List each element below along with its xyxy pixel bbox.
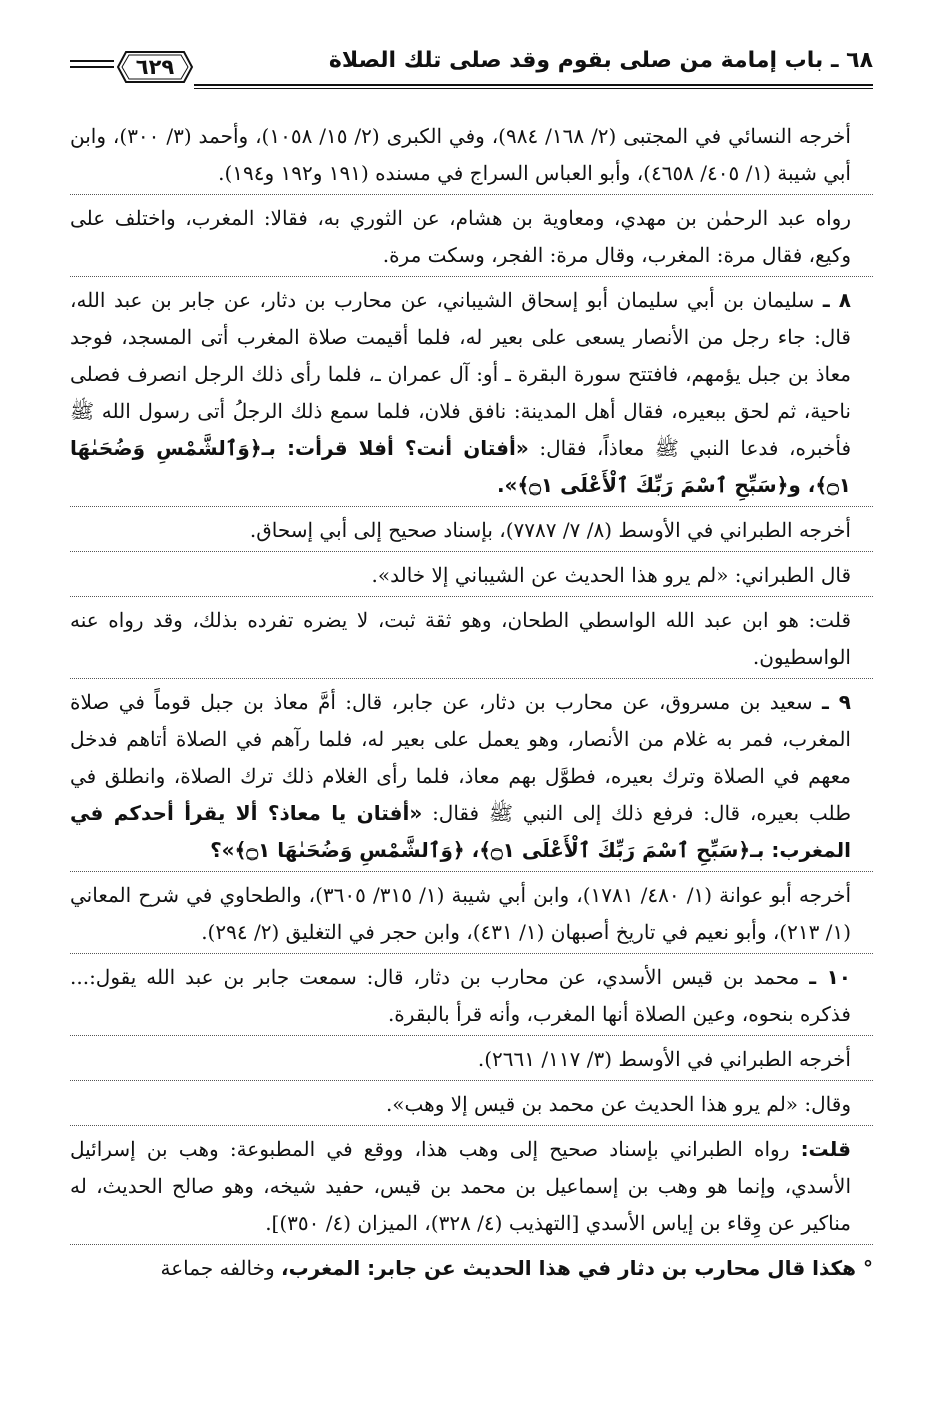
chapter-title: ٦٨ ـ باب إمامة من صلى بقوم وقد صلى تلك الصلاة <box>328 48 873 73</box>
paragraph <box>70 1131 873 1242</box>
paragraph-text: أخرجه الطبراني في الأوسط (٨/ ٧/ ٧٧٨٧)، بإسناد صحيح إلى أبي إسحاق. <box>249 518 851 542</box>
hadith-8 <box>70 282 873 504</box>
header-deco-line <box>70 66 114 68</box>
separator <box>70 1125 873 1128</box>
paragraph-text: وخالفه جماعة <box>160 1256 275 1280</box>
page-number-badge <box>116 50 194 84</box>
paragraph-text: قلت: هو ابن عبد الله الواسطي الطحان، وهو ثقة ثبت، لا يضره تفرده بذلك، وقد رواه عنه الواسطيون. <box>70 608 851 669</box>
paragraph <box>70 1086 873 1123</box>
separator <box>70 506 873 509</box>
paragraph-text: رواه عبد الرحمٰن بن مهدي، ومعاوية بن هشام، عن الثوري به، فقالا: المغرب، واختلف على وكيع، فقال مرة: المغرب، وقال مرة: الفجر، وسكت مرة. <box>70 206 851 267</box>
paragraph-text: سعيد بن مسروق، عن محارب بن دثار، عن جابر، قال: أمَّ معاذ بن جبل قوماً في صلاة المغرب، فمر به غلام من الأنصار، وهو يعمل على بعير له، فلما رآهم في الصلاة أتاهم فدخل معهم في الصلاة وترك بعيره، فطوَّل بهم معاذ، فلما رأى الغلام ذلك ترك الصلاة، وانطلق في طلب بعيره، قال: فرفع ذلك إلى النبي ﷺ فقال: <box>70 690 852 825</box>
paragraph-text: محمد بن قيس الأسدي، عن محارب بن دثار، قال: سمعت جابر بن عبد الله يقول:... فذكره بنحوه، وعين الصلاة أنها المغرب، وأنه قرأ بالبقرة. <box>70 965 851 1026</box>
separator <box>70 551 873 554</box>
page-number: ٦٢٩ <box>135 55 175 79</box>
paragraph <box>70 602 873 676</box>
paragraph <box>70 877 873 951</box>
paragraph <box>70 557 873 594</box>
page-body <box>70 118 873 1287</box>
paragraph-text: أخرجه أبو عوانة (١/ ٤٨٠/ ١٧٨١)، وابن أبي شيبة (١/ ٣١٥/ ٣٦٠٥)، والطحاوي في شرح المعاني (١/ ٢١٣)، وأبو نعيم في تاريخ أصبهان (١/ ٤٣١)، وابن حجر في التغليق (٢/ ٢٩٤). <box>70 883 851 944</box>
separator <box>70 194 873 197</box>
page-header <box>70 44 873 94</box>
separator <box>70 596 873 599</box>
separator <box>70 678 873 681</box>
paragraph-text: قال الطبراني: «لم يرو هذا الحديث عن الشيباني إلا خالد». <box>371 563 851 587</box>
separator <box>70 871 873 874</box>
paragraph <box>70 512 873 549</box>
separator <box>70 276 873 279</box>
hadith-number: ١٠ ـ <box>809 965 851 989</box>
separator <box>70 1080 873 1083</box>
paragraph-lead: ° هكذا قال محارب بن دثار في هذا الحديث عن جابر: المغرب، <box>280 1256 873 1280</box>
hadith-matn: «أفتان يا معاذ؟ ألا يقرأ أحدكم في المغرب: بـ﴿سَبِّحِ ٱسْمَ رَبِّكَ ٱلْأَعْلَى ۝١﴾، ﴿وَٱلشَّمْسِ وَضُحَىٰهَا ۝١﴾»؟ <box>70 801 851 862</box>
separator <box>70 953 873 956</box>
header-deco-line <box>70 60 114 62</box>
paragraph-text: سليمان بن أبي سليمان أبو إسحاق الشيباني، عن محارب بن دثار، عن جابر بن عبد الله، قال: جاء رجل من الأنصار يسعى على بعير له، فلما أقيمت صلاة المغرب أتى المسجد، فوجد معاذ بن جبل يؤمهم، فافتتح سورة البقرة ـ أو: آل عمران ـ، فلما رأى ذلك الرجل انصرف فصلى ناحية، ثم لحق ببعيره، فقال أهل المدينة: نافق فلان، فلما سمع ذلك الرجلُ أتى رسول الله ﷺ فأخبره، فدعا النبي ﷺ معاذاً، فقال: <box>70 288 852 460</box>
paragraph <box>70 200 873 274</box>
header-rule <box>194 84 873 86</box>
paragraph <box>70 118 873 192</box>
hadith-9 <box>70 684 873 869</box>
hadith-number: ٨ ـ <box>822 288 852 312</box>
paragraph-lead: قلت: <box>800 1137 851 1161</box>
hadith-10 <box>70 959 873 1033</box>
separator <box>70 1244 873 1247</box>
paragraph-text: أخرجه الطبراني في الأوسط (٣/ ١١٧/ ٢٦٦١). <box>477 1047 851 1071</box>
paragraph-text: أخرجه النسائي في المجتبى (٢/ ١٦٨/ ٩٨٤)، وفي الكبرى (٢/ ١٥/ ١٠٥٨)، وأحمد (٣/ ٣٠٠)، وابن أبي شيبة (١/ ٤٠٥/ ٤٦٥٨)، وأبو العباس السراج في مسنده (١٩١ و١٩٢ و١٩٤). <box>70 124 851 185</box>
paragraph-text: رواه الطبراني بإسناد صحيح إلى وهب هذا، ووقع في المطبوعة: وهب بن إسرائيل الأسدي، وإنما هو وهب بن إسماعيل بن محمد بن قيس، حفيد شيخه، وهو صالح الحديث، له مناكير عن وِقاء بن إياس الأسدي [التهذيب (٤/ ٣٢٨)، الميزان (٤/ ٣٥٠)]. <box>70 1137 851 1235</box>
hadith-number: ٩ ـ <box>822 690 851 714</box>
separator <box>70 1035 873 1038</box>
header-rule-thin <box>194 88 873 89</box>
paragraph <box>70 1250 873 1287</box>
paragraph-text: وقال: «لم يرو هذا الحديث عن محمد بن قيس إلا وهب». <box>385 1092 851 1116</box>
paragraph <box>70 1041 873 1078</box>
hadith-matn: «أفتان أنت؟ أفلا قرأت: بـ﴿وَٱلشَّمْسِ وَضُحَىٰهَا ۝١﴾، و﴿سَبِّحِ ٱسْمَ رَبِّكَ ٱلْأَعْلَى ۝١﴾». <box>70 436 851 497</box>
